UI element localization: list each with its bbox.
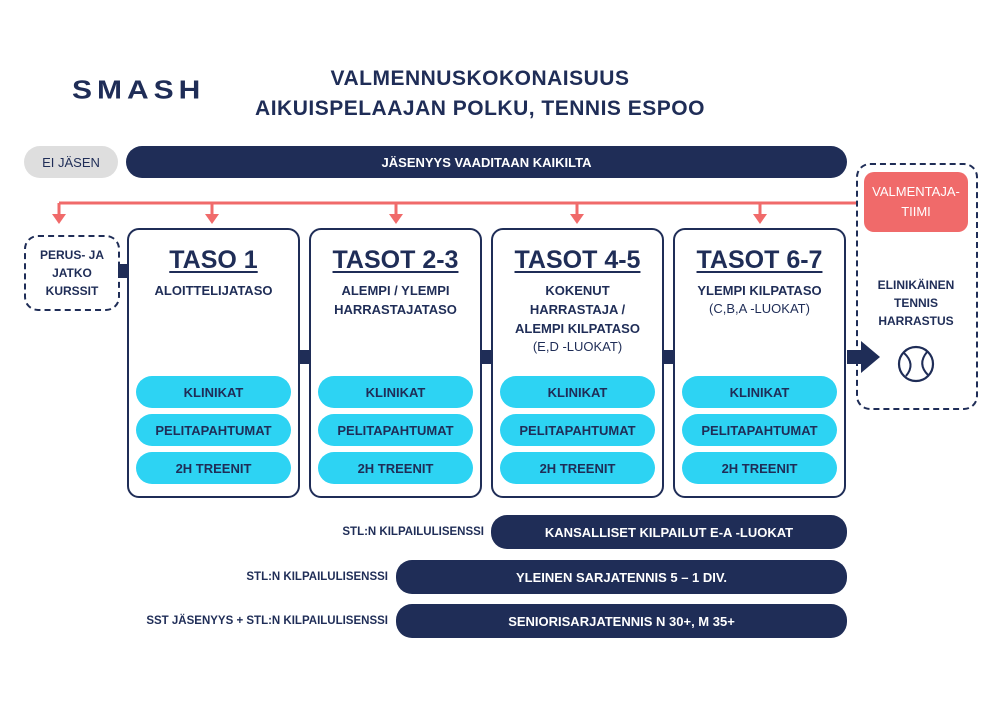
lifelong-label: ELINIKÄINEN TENNIS HARRASTUS bbox=[877, 278, 955, 328]
license-label: STL:N KILPAILULISENSSI bbox=[342, 526, 484, 538]
senior-league-bar: SENIORISARJATENNIS N 30+, M 35+ bbox=[396, 604, 847, 638]
clinics-pill: KLINIKAT bbox=[318, 376, 473, 408]
level-description: YLEMPI KILPATASO bbox=[697, 283, 822, 298]
training-pill: 2H TREENIT bbox=[500, 452, 655, 484]
membership-required-bar: JÄSENYYS VAADITAAN KAIKILTA bbox=[126, 146, 847, 178]
clinics-pill: KLINIKAT bbox=[500, 376, 655, 408]
title-line-1: VALMENNUSKOKONAISUUS bbox=[330, 67, 630, 90]
training-pill: 2H TREENIT bbox=[136, 452, 291, 484]
intro-courses-label: PERUS- JA JATKO KURSSIT bbox=[39, 248, 104, 298]
training-pill: 2H TREENIT bbox=[318, 452, 473, 484]
arrow-right-icon bbox=[847, 341, 880, 373]
game-events-pill: PELITAPAHTUMAT bbox=[318, 414, 473, 446]
license-label: SST JÄSENYYS + STL:N KILPAILULISENSSI bbox=[146, 615, 388, 627]
clinics-pill: KLINIKAT bbox=[136, 376, 291, 408]
clinics-pill: KLINIKAT bbox=[682, 376, 837, 408]
national-competitions-bar: KANSALLISET KILPAILUT E-A -LUOKAT bbox=[491, 515, 847, 549]
level-title: TASO 1 bbox=[169, 246, 258, 274]
coach-team-box: VALMENTAJA- TIIMI bbox=[864, 172, 968, 232]
game-events-pill: PELITAPAHTUMAT bbox=[682, 414, 837, 446]
level-title: TASOT 6-7 bbox=[696, 246, 823, 274]
game-events-pill: PELITAPAHTUMAT bbox=[136, 414, 291, 446]
level-description: ALOITTELIJATASO bbox=[154, 283, 273, 298]
level-note: (E,D -LUOKAT) bbox=[532, 339, 623, 354]
non-member-pill: EI JÄSEN bbox=[24, 146, 118, 178]
level-description: ALEMPI / YLEMPI HARRASTAJATASO bbox=[334, 283, 457, 317]
league-tennis-bar: YLEINEN SARJATENNIS 5 – 1 DIV. bbox=[396, 560, 847, 594]
license-label: STL:N KILPAILULISENSSI bbox=[246, 571, 388, 583]
level-description: KOKENUT HARRASTAJA / ALEMPI KILPATASO bbox=[515, 283, 640, 336]
level-title: TASOT 2-3 bbox=[332, 246, 459, 274]
training-pill: 2H TREENIT bbox=[682, 452, 837, 484]
level-note: (C,B,A -LUOKAT) bbox=[709, 301, 810, 316]
level-title: TASOT 4-5 bbox=[514, 246, 641, 274]
title-line-2: AIKUISPELAAJAN POLKU, TENNIS ESPOO bbox=[255, 97, 705, 120]
game-events-pill: PELITAPAHTUMAT bbox=[500, 414, 655, 446]
smash-logo: SMASH bbox=[72, 76, 206, 105]
